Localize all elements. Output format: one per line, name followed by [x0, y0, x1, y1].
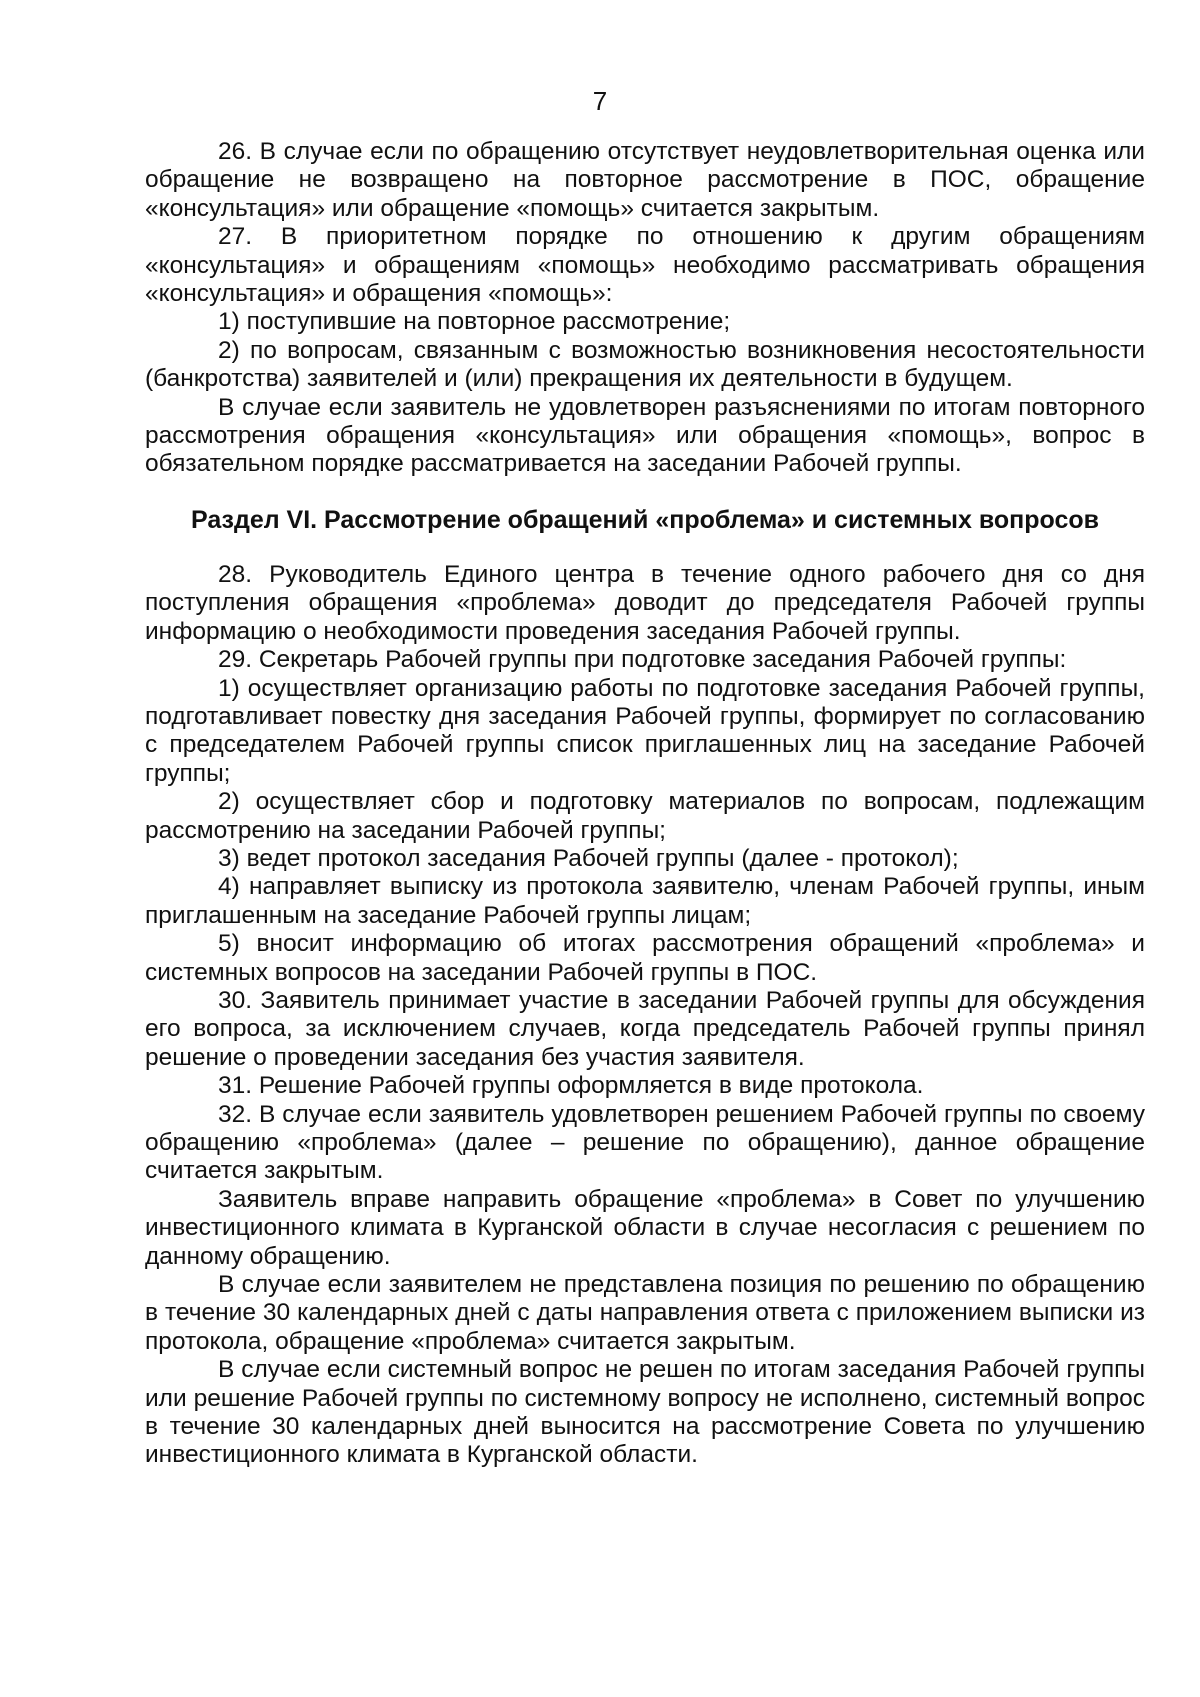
paragraph-32-note-3: В случае если системный вопрос не решен по итогам заседания Рабочей группы или решение Рабочей группы по системному вопросу не исполнено, системный вопрос в течение 30 календарных дней выносится на рассмотрение Совета по улучшению инвестиционного климата в Курганской области. — [145, 1356, 1145, 1469]
paragraph-27-item-2: 2) по вопросам, связанным с возможностью возникновения несостоятельности (банкротства) заявителей и (или) прекращения их деятельности в будущем. — [145, 336, 1145, 393]
paragraph-29-item-2: 2) осуществляет сбор и подготовку материалов по вопросам, подлежащим рассмотрению на заседании Рабочей группы; — [145, 788, 1145, 844]
paragraph-29: 29. Секретарь Рабочей группы при подготовке заседания Рабочей группы: — [218, 646, 1067, 674]
paragraph-32-note-2: В случае если заявителем не представлена позиция по решению по обращению в течение 30 календарных дней с даты направления ответа с приложением выписки из протокола, обращение «проблема» считается закрытым. — [145, 1271, 1145, 1355]
paragraph-29-item-5: 5) вносит информацию об итогах рассмотрения обращений «проблема» и системных вопросов на заседании Рабочей группы в ПОС. — [145, 930, 1145, 986]
paragraph-29-item-3: 3) ведет протокол заседания Рабочей группы (далее - протокол); — [218, 844, 959, 872]
paragraph-28: 28. Руководитель Единого центра в течение одного рабочего дня со дня поступления обращения «проблема» доводит до председателя Рабочей группы информацию о необходимости проведения заседания Рабочей группы. — [145, 560, 1145, 645]
section-heading: Раздел VI. Рассмотрение обращений «проблема» и системных вопросов — [190, 505, 1100, 534]
paragraph-32: 32. В случае если заявитель удовлетворен решением Рабочей группы по своему обращению «проблема» (далее – решение по обращению), данное обращение считается закрытым. — [145, 1100, 1145, 1185]
paragraph-31: 31. Решение Рабочей группы оформляется в виде протокола. — [218, 1072, 924, 1100]
paragraph-27-item-1: 1) поступившие на повторное рассмотрение; — [218, 308, 731, 336]
paragraph-32-note-1: Заявитель вправе направить обращение «проблема» в Совет по улучшению инвестиционного климата в Курганской области в случае несогласия с решением по данному обращению. — [145, 1185, 1145, 1270]
paragraph-27: 27. В приоритетном порядке по отношению к другим обращениям «консультация» и обращениям «помощь» необходимо рассматривать обращения «консультация» и обращения «помощь»: — [145, 223, 1145, 308]
paragraph-29-item-4: 4) направляет выписку из протокола заявителю, членам Рабочей группы, иным приглашенным на заседание Рабочей группы лицам; — [145, 873, 1145, 929]
paragraph-27-note: В случае если заявитель не удовлетворен разъяснениями по итогам повторного рассмотрения обращения «консультация» или обращения «помощь», вопрос в обязательном порядке рассматривается на заседании Рабочей группы. — [145, 393, 1145, 478]
page-number: 7 — [592, 86, 608, 116]
document-body — [145, 138, 1145, 1470]
paragraph-30: 30. Заявитель принимает участие в заседании Рабочей группы для обсуждения его вопроса, за исключением случаев, когда председатель Рабочей группы принял решение о проведении заседания без участия заявителя. — [145, 986, 1145, 1071]
paragraph-26: 26. В случае если по обращению отсутствует неудовлетворительная оценка или обращение не возвращено на повторное рассмотрение в ПОС, обращение «консультация» или обращение «помощь» считается закрытым. — [145, 138, 1145, 222]
paragraph-29-item-1: 1) осуществляет организацию работы по подготовке заседания Рабочей группы, подготавливает повестку дня заседания Рабочей группы, формирует по согласованию с председателем Рабочей группы список приглашенных лиц на заседание Рабочей группы; — [145, 674, 1145, 787]
